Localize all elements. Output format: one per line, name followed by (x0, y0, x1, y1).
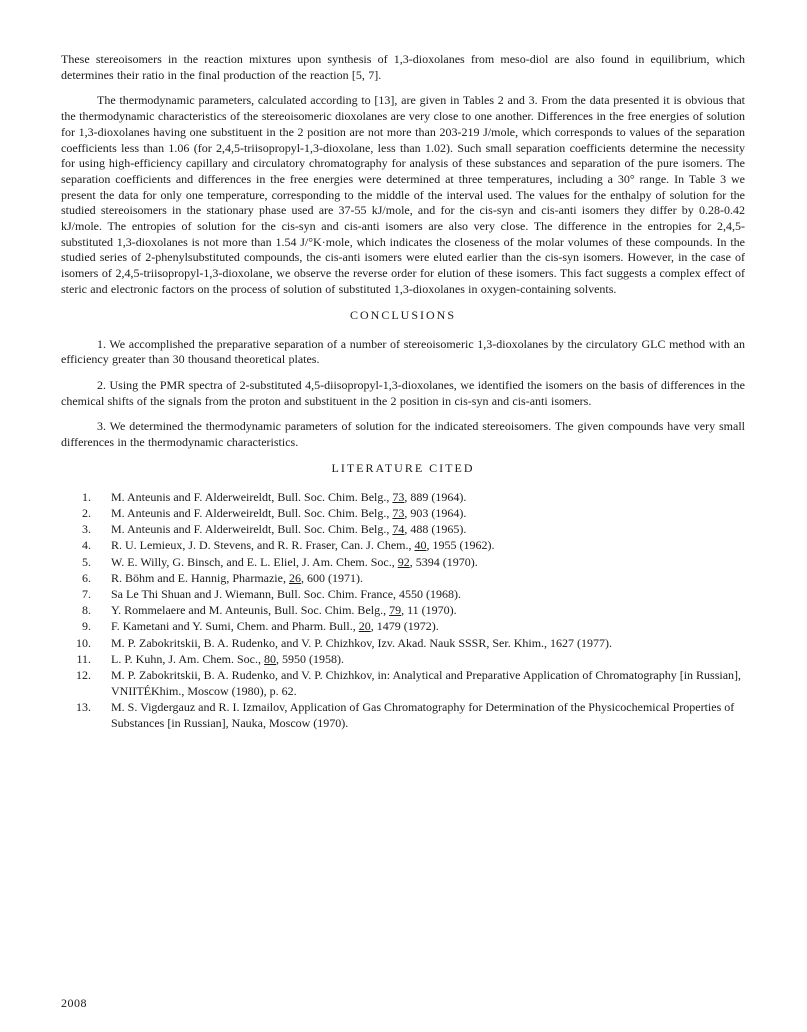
reference-13 (61, 700, 745, 731)
reference-number: 7. (82, 586, 91, 601)
conclusion-item-2: 2. Using the PMR spectra of 2-substituted 4,5-diisopropyl-1,3-dioxolanes, we identified the isomers on the basis of differences in the chemical shifts of the signals from the proton and substituent in the 2 position in cis-syn and cis-anti isomers. (61, 377, 745, 408)
reference-5 (61, 555, 745, 571)
reference-11 (61, 652, 745, 668)
reference-number: 1. (82, 489, 91, 504)
reference-text: W. E. Willy, G. Binsch, and E. L. Eliel, J. Am. Chem. Soc., 92, 5394 (1970). (111, 554, 478, 569)
reference-text: M. Anteunis and F. Alderweireldt, Bull. Soc. Chim. Belg., 73, 903 (1964). (111, 505, 467, 520)
body-paragraph-2: The thermodynamic parameters, calculated according to [13], are given in Tables 2 and 3. From the data presented it is obvious that the thermodynamic characteristics of the stereoisomeric dioxolanes are very close to one another. Differences in the free energies of solution for 1,3-dioxolanes having one substituent in the 2 position are not more than 203-219 J/mole, which corresponds to values of the separation coefficients less than 1.06 (for 2,4,5-triisopropyl-1,3-dioxolane, less than 1.02). Such small separation coefficients determine the necessity for using high-efficiency capillary and circulatory chromatography for analysis of these substances and separation of the pure isomers. The separation coefficients and differences in the free energies were determined at three temperatures, including a 30° range. In Table 3 we present the data for only one temperature, corresponding to the middle of the interval used. The values for the enthalpy of solution for the studied stereoisomers in the stationary phase used are 37-55 kJ/mole, and for the cis-syn and cis-anti isomers they differ by 0.28-0.42 kJ/mole. The entropies of solution for the cis-syn and cis-anti isomers are also very close. The difference in the entropies for 2,4,5-substituted 1,3-dioxolanes is not more than 1.54 J/°K·mole, which indicates the closeness of the molar volumes of these compounds. In the studied series of 2-phenylsubstituted compounds, the cis-anti isomers were eluted earlier than the cis-syn isomers. However, in the case of isomers of 2,4,5-triisopropyl-1,3-dioxolane, we observe the reverse order for elution of these isomers. This fact suggests a complex effect of steric and electronic factors on the process of solution of substituted 1,3-dioxolanes in oxygen-containing solvents. (61, 93, 745, 296)
reference-number: 3. (82, 522, 91, 537)
reference-list (61, 490, 745, 732)
reference-number: 4. (82, 538, 91, 553)
reference-number: 13. (76, 699, 91, 714)
conclusions-heading: CONCLUSIONS (349, 307, 456, 322)
page-body (61, 52, 745, 732)
conclusion-item-1: 1. We accomplished the preparative separation of a number of stereoisomeric 1,3-dioxolanes by the circulatory GLC method with an efficiency greater than 30 thousand theoretical plates. (61, 336, 745, 367)
page-number: 2008 (61, 996, 87, 1010)
reference-number: 11. (76, 651, 91, 666)
reference-number: 9. (82, 619, 91, 634)
reference-number: 10. (76, 635, 91, 650)
reference-text: M. S. Vigdergauz and R. I. Izmailov, Application of Gas Chromatography for Determination of the Physicochemical Properties of Substances [in Russian], Nauka, Moscow (1970). (111, 699, 735, 730)
reference-7 (61, 587, 745, 603)
reference-text: M. P. Zabokritskii, B. A. Rudenko, and V. P. Chizhkov, in: Analytical and Preparative Application of Chromatography [in Russian], VNIITÉKhim., Moscow (1980), p. 62. (111, 668, 742, 698)
reference-6 (61, 571, 745, 587)
reference-text: L. P. Kuhn, J. Am. Chem. Soc., 80, 5950 (1958). (111, 651, 345, 666)
reference-number: 8. (82, 603, 91, 618)
reference-text: R. U. Lemieux, J. D. Stevens, and R. R. Fraser, Can. J. Chem., 40, 1955 (1962). (111, 538, 495, 553)
reference-number: 6. (82, 570, 91, 585)
reference-12 (61, 668, 745, 699)
reference-text: Sa Le Thi Shuan and J. Wiemann, Bull. Soc. Chim. France, 4550 (1968). (111, 586, 462, 601)
reference-text: M. P. Zabokritskii, B. A. Rudenko, and V. P. Chizhkov, Izv. Akad. Nauk SSSR, Ser. Khim., 1627 (1977). (111, 635, 613, 650)
reference-3 (61, 522, 745, 538)
reference-2 (61, 506, 745, 522)
reference-1 (61, 490, 745, 506)
reference-9 (61, 619, 745, 635)
body-paragraph-1: These stereoisomers in the reaction mixtures upon synthesis of 1,3-dioxolanes from meso-diol are also found in equilibrium, which determines their ratio in the final production of the reaction [5, 7]. (61, 52, 745, 82)
reference-number: 12. (76, 668, 91, 682)
reference-number: 2. (82, 505, 91, 520)
literature-heading: LITERATURE CITED (331, 460, 475, 475)
reference-4 (61, 538, 745, 554)
reference-text: F. Kametani and Y. Sumi, Chem. and Pharm. Bull., 20, 1479 (1972). (111, 619, 439, 634)
reference-text: M. Anteunis and F. Alderweireldt, Bull. Soc. Chim. Belg., 73, 889 (1964). (111, 489, 467, 504)
reference-8 (61, 603, 745, 619)
reference-10 (61, 636, 745, 652)
reference-text: M. Anteunis and F. Alderweireldt, Bull. Soc. Chim. Belg., 74, 488 (1965). (111, 522, 467, 537)
conclusion-item-3: 3. We determined the thermodynamic parameters of solution for the indicated stereoisomers. The given compounds have very small differences in the thermodynamic characteristics. (61, 419, 745, 450)
reference-number: 5. (82, 554, 91, 569)
reference-text: R. Böhm and E. Hannig, Pharmazie, 26, 600 (1971). (111, 570, 363, 585)
reference-text: Y. Rommelaere and M. Anteunis, Bull. Soc. Chim. Belg., 79, 11 (1970). (111, 603, 457, 618)
